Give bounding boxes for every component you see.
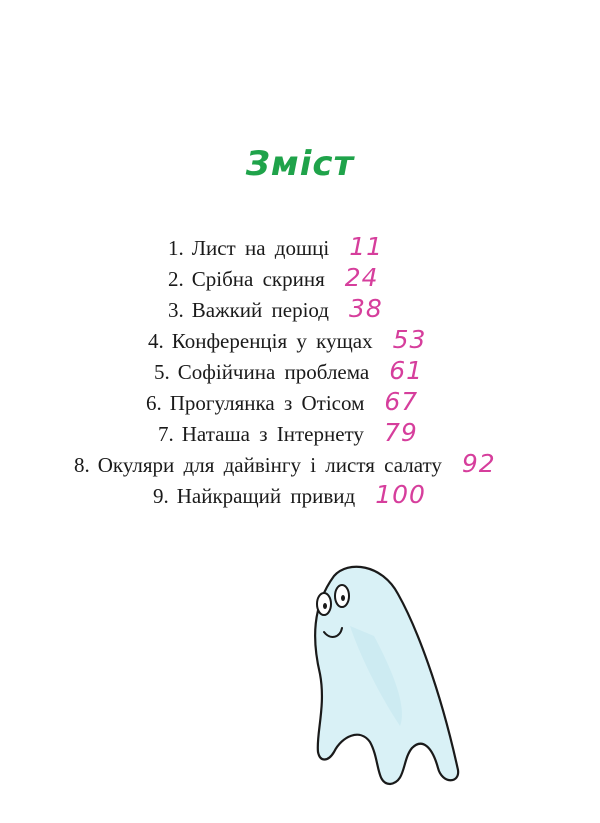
toc-item-number: 4.	[148, 329, 164, 353]
toc-item[interactable]	[148, 325, 426, 355]
toc-item-title: Найкращий привид	[176, 484, 356, 508]
toc-item-title: Наташа з Інтернету	[181, 422, 364, 446]
toc-item-page: 61	[389, 356, 424, 385]
toc-item[interactable]	[154, 356, 423, 386]
toc-item[interactable]	[146, 387, 418, 417]
toc-item-number: 2.	[168, 267, 184, 291]
toc-item-number: 9.	[153, 484, 169, 508]
toc-item-title: Окуляри для дайвінгу і листя салату	[97, 453, 442, 477]
toc-item-number: 8.	[74, 453, 90, 477]
toc-item[interactable]	[168, 294, 383, 324]
toc-item-number: 3.	[168, 298, 184, 322]
toc-item-page: 92	[461, 449, 496, 478]
toc-item-page: 38	[349, 294, 383, 323]
toc-item-page: 100	[375, 480, 426, 509]
toc-item-page: 11	[349, 232, 384, 261]
ghost-icon	[290, 556, 470, 786]
toc-item-title: Срібна скриня	[191, 267, 325, 291]
toc-item-number: 7.	[158, 422, 174, 446]
toc-item-page: 24	[344, 263, 379, 292]
toc-item-title: Софійчина проблема	[177, 360, 370, 384]
toc-item-page: 79	[383, 418, 418, 447]
toc-item-page: 53	[392, 325, 427, 354]
toc-item[interactable]	[168, 232, 383, 262]
toc-item-number: 6.	[146, 391, 162, 415]
page-title: Зміст	[245, 144, 355, 184]
toc-item-number: 1.	[168, 236, 184, 260]
toc-item-title: Прогулянка з Отісом	[169, 391, 365, 415]
toc-item[interactable]	[74, 449, 496, 479]
toc-item-number: 5.	[154, 360, 170, 384]
toc-item[interactable]	[158, 418, 418, 448]
toc-item-title: Конференція у кущах	[171, 329, 373, 353]
toc-item-page: 67	[384, 387, 419, 416]
toc-item[interactable]	[153, 480, 426, 510]
toc-item-title: Лист на дошці	[191, 236, 330, 260]
toc-item-title: Важкий період	[191, 298, 329, 322]
toc-item[interactable]	[168, 263, 379, 293]
